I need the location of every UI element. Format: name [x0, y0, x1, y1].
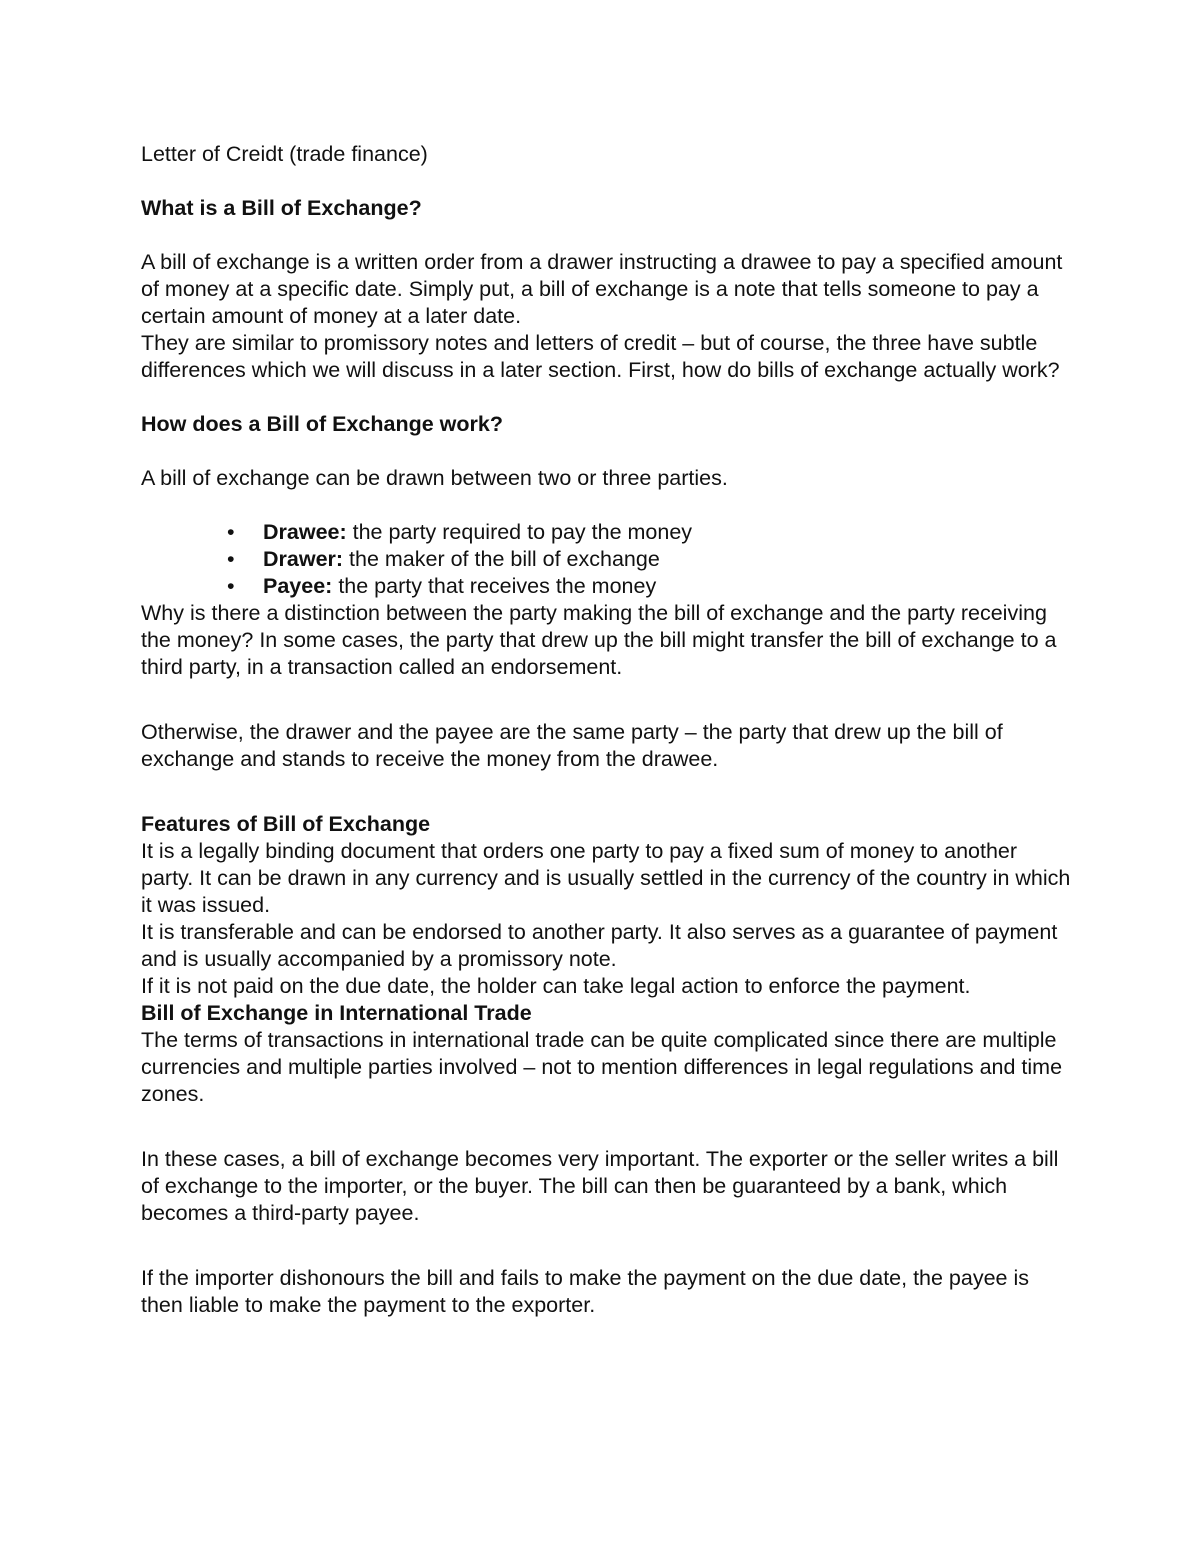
paragraph-importance: In these cases, a bill of exchange becomes very important. The exporter or the seller writes a bill of exchange to the importer, or the buyer. The bill can then be guaranteed by a bank, which becomes a third-party payee. [141, 1147, 1059, 1225]
definition-drawer: the maker of the bill of exchange [343, 547, 660, 571]
section-heading-international-trade: Bill of Exchange in International Trade [141, 1001, 532, 1025]
paragraph-legal-action: If it is not paid on the due date, the holder can take legal action to enforce the payment. [141, 974, 971, 998]
paragraph-parties-intro: A bill of exchange can be drawn between two or three parties. [141, 466, 728, 490]
list-item-drawee [141, 519, 1071, 546]
bullet-icon: • [227, 520, 235, 544]
paragraph-transferable: It is transferable and can be endorsed to another party. It also serves as a guarantee of payment and is usually accompanied by a promissory note. [141, 920, 1058, 971]
document-title: Letter of Creidt (trade finance) [141, 142, 428, 166]
term-payee: Payee: [263, 574, 333, 598]
section-heading-what-is: What is a Bill of Exchange? [141, 196, 422, 220]
paragraph-similar-instruments: They are similar to promissory notes and letters of credit – but of course, the three have subtle differences which we will discuss in a later section. First, how do bills of exchange actually work? [141, 331, 1060, 382]
paragraph-definition: A bill of exchange is a written order from a drawer instructing a drawee to pay a specified amount of money at a specific date. Simply put, a bill of exchange is a note that tells someone to pay a certain amount of money at a later date. [141, 250, 1063, 328]
document-page [141, 141, 1071, 1319]
term-drawee: Drawee: [263, 520, 347, 544]
bullet-icon: • [227, 574, 235, 598]
paragraph-legally-binding: It is a legally binding document that orders one party to pay a fixed sum of money to another party. It can be drawn in any currency and is usually settled in the currency of the country in which it was issued. [141, 839, 1071, 917]
paragraph-complicated-terms: The terms of transactions in international trade can be quite complicated since there are multiple currencies and multiple parties involved – not to mention differences in legal regulations and time zones. [141, 1028, 1063, 1106]
list-item-payee [141, 573, 1071, 600]
paragraph-dishonour: If the importer dishonours the bill and fails to make the payment on the due date, the payee is then liable to make the payment to the exporter. [141, 1266, 1030, 1317]
section-heading-how-works: How does a Bill of Exchange work? [141, 412, 503, 436]
paragraph-distinction: Why is there a distinction between the party making the bill of exchange and the party receiving the money? In some cases, the party that drew up the bill might transfer the bill of exchange to a third party, in a transaction called an endorsement. [141, 601, 1057, 679]
definition-drawee: the party required to pay the money [346, 520, 693, 544]
definition-payee: the party that receives the money [332, 574, 657, 598]
parties-list [141, 519, 1071, 600]
section-heading-features: Features of Bill of Exchange [141, 812, 431, 836]
bullet-icon: • [227, 547, 235, 571]
term-drawer: Drawer: [263, 547, 344, 571]
list-item-drawer [141, 546, 1071, 573]
paragraph-same-party: Otherwise, the drawer and the payee are the same party – the party that drew up the bill of exchange and stands to receive the money from the drawee. [141, 720, 1003, 771]
